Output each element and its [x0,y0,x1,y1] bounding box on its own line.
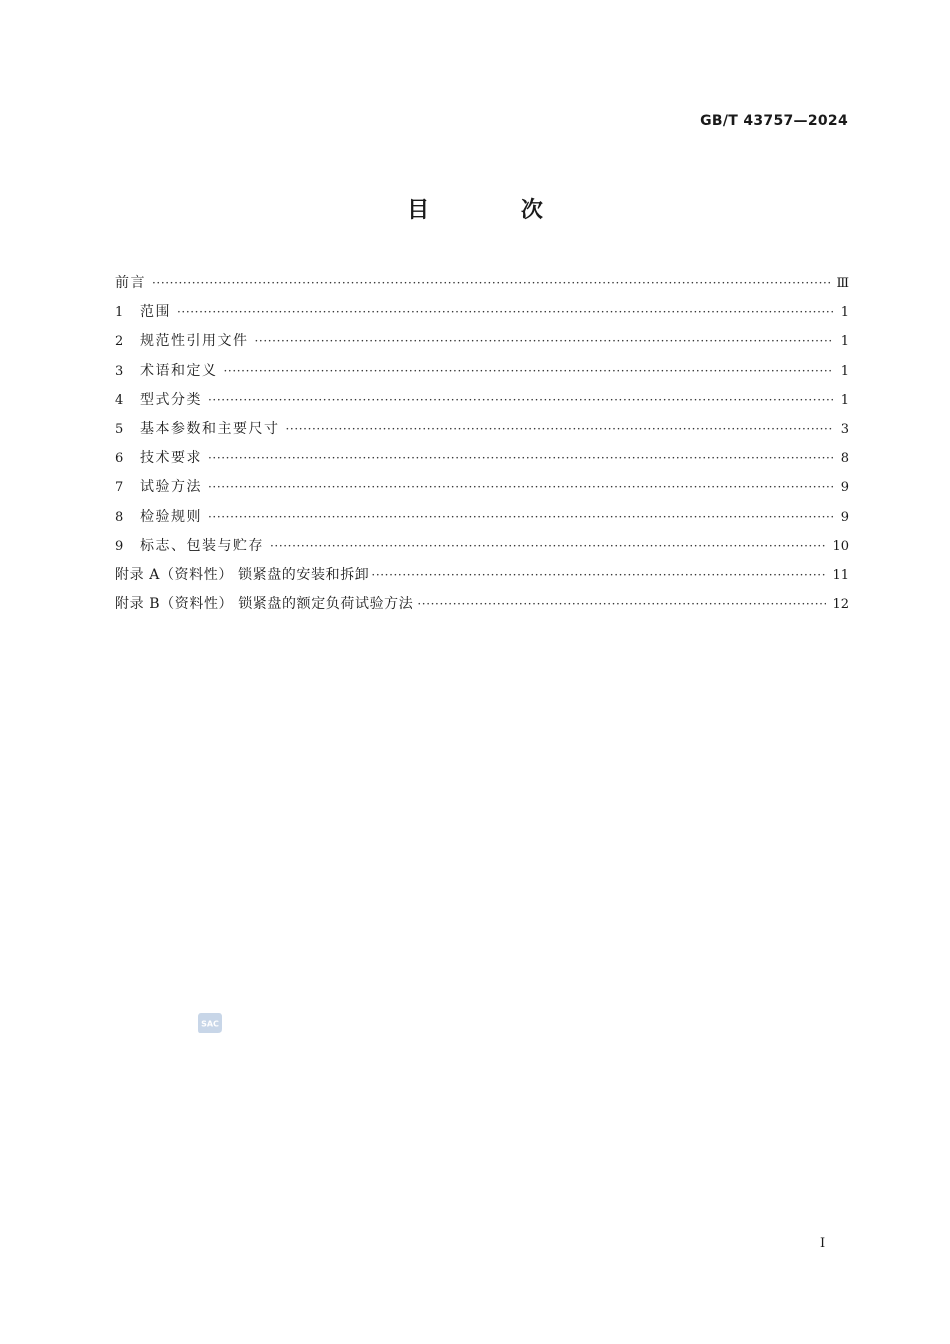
toc-entry-page: 1 [840,334,849,350]
toc-entry-page: 9 [840,509,849,525]
page-title: 目 次 [407,198,585,223]
dot-leader [208,451,833,465]
sac-logo-text: SAC [201,1019,219,1029]
toc-entry-number: 7 [115,480,124,496]
toc-entry-page: 12 [832,597,849,613]
toc-entry-number: 6 [115,451,124,467]
toc-entry-5[interactable] [115,418,849,447]
toc-entry-page: 9 [840,480,849,496]
toc-entry-label: 规范性引用文件 [140,333,249,350]
toc-entry-label: 范围 [140,304,171,321]
toc-entry-8[interactable] [115,506,849,535]
toc-entry-label: 型式分类 [140,391,202,408]
toc-entry-number: 2 [115,334,124,350]
toc-entry-6[interactable] [115,447,849,476]
toc-entry-page: 3 [840,421,849,437]
toc-entry-page: 1 [840,392,849,408]
dot-leader [177,305,833,319]
toc-entry-9[interactable] [115,535,849,564]
toc-entry-number: 1 [115,305,124,321]
toc-entry-label: 附录 A（资料性） 锁紧盘的安装和拆卸 [115,566,370,583]
dot-leader [286,422,834,436]
standard-number: GB/T 43757—2024 [700,113,848,129]
toc-entry-number: 9 [115,538,124,554]
toc-entry-label: 附录 B（资料性） 锁紧盘的额定负荷试验方法 [115,596,414,613]
dot-leader [255,334,834,348]
sac-logo-icon [197,1011,223,1035]
toc-entry-appendix-b[interactable] [115,593,849,622]
toc-entry-number: 5 [115,421,124,437]
toc-entry-number: 8 [115,509,124,525]
dot-leader [371,568,826,582]
toc-entry-label: 试验方法 [140,479,202,496]
toc-entry-2[interactable] [115,330,849,359]
toc-entry-label: 前言 [115,275,146,291]
toc-entry-4[interactable] [115,389,849,418]
dot-leader [224,364,834,378]
toc-entry-label: 标志、包装与贮存 [140,537,264,554]
toc-entry-foreword[interactable] [115,272,849,301]
toc-entry-label: 术语和定义 [140,362,218,379]
dot-leader [152,276,830,290]
toc-entry-page: Ⅲ [836,276,849,291]
toc-entry-3[interactable] [115,360,849,389]
table-of-contents [115,272,849,622]
dot-leader [417,597,826,611]
toc-entry-7[interactable] [115,476,849,505]
page-number: I [820,1236,826,1251]
toc-entry-label: 检验规则 [140,508,202,525]
toc-entry-number: 4 [115,392,124,408]
toc-entry-label: 基本参数和主要尺寸 [140,420,280,437]
toc-entry-page: 1 [840,363,849,379]
toc-entry-appendix-a[interactable] [115,564,849,593]
toc-entry-page: 8 [840,451,849,467]
dot-leader [208,393,833,407]
toc-entry-label: 技术要求 [140,450,202,467]
dot-leader [208,480,833,494]
dot-leader [270,539,826,553]
dot-leader [208,510,833,524]
toc-entry-number: 3 [115,363,124,379]
toc-entry-1[interactable] [115,301,849,330]
toc-entry-page: 10 [832,538,849,554]
toc-entry-page: 1 [840,305,849,321]
toc-entry-page: 11 [832,567,849,583]
